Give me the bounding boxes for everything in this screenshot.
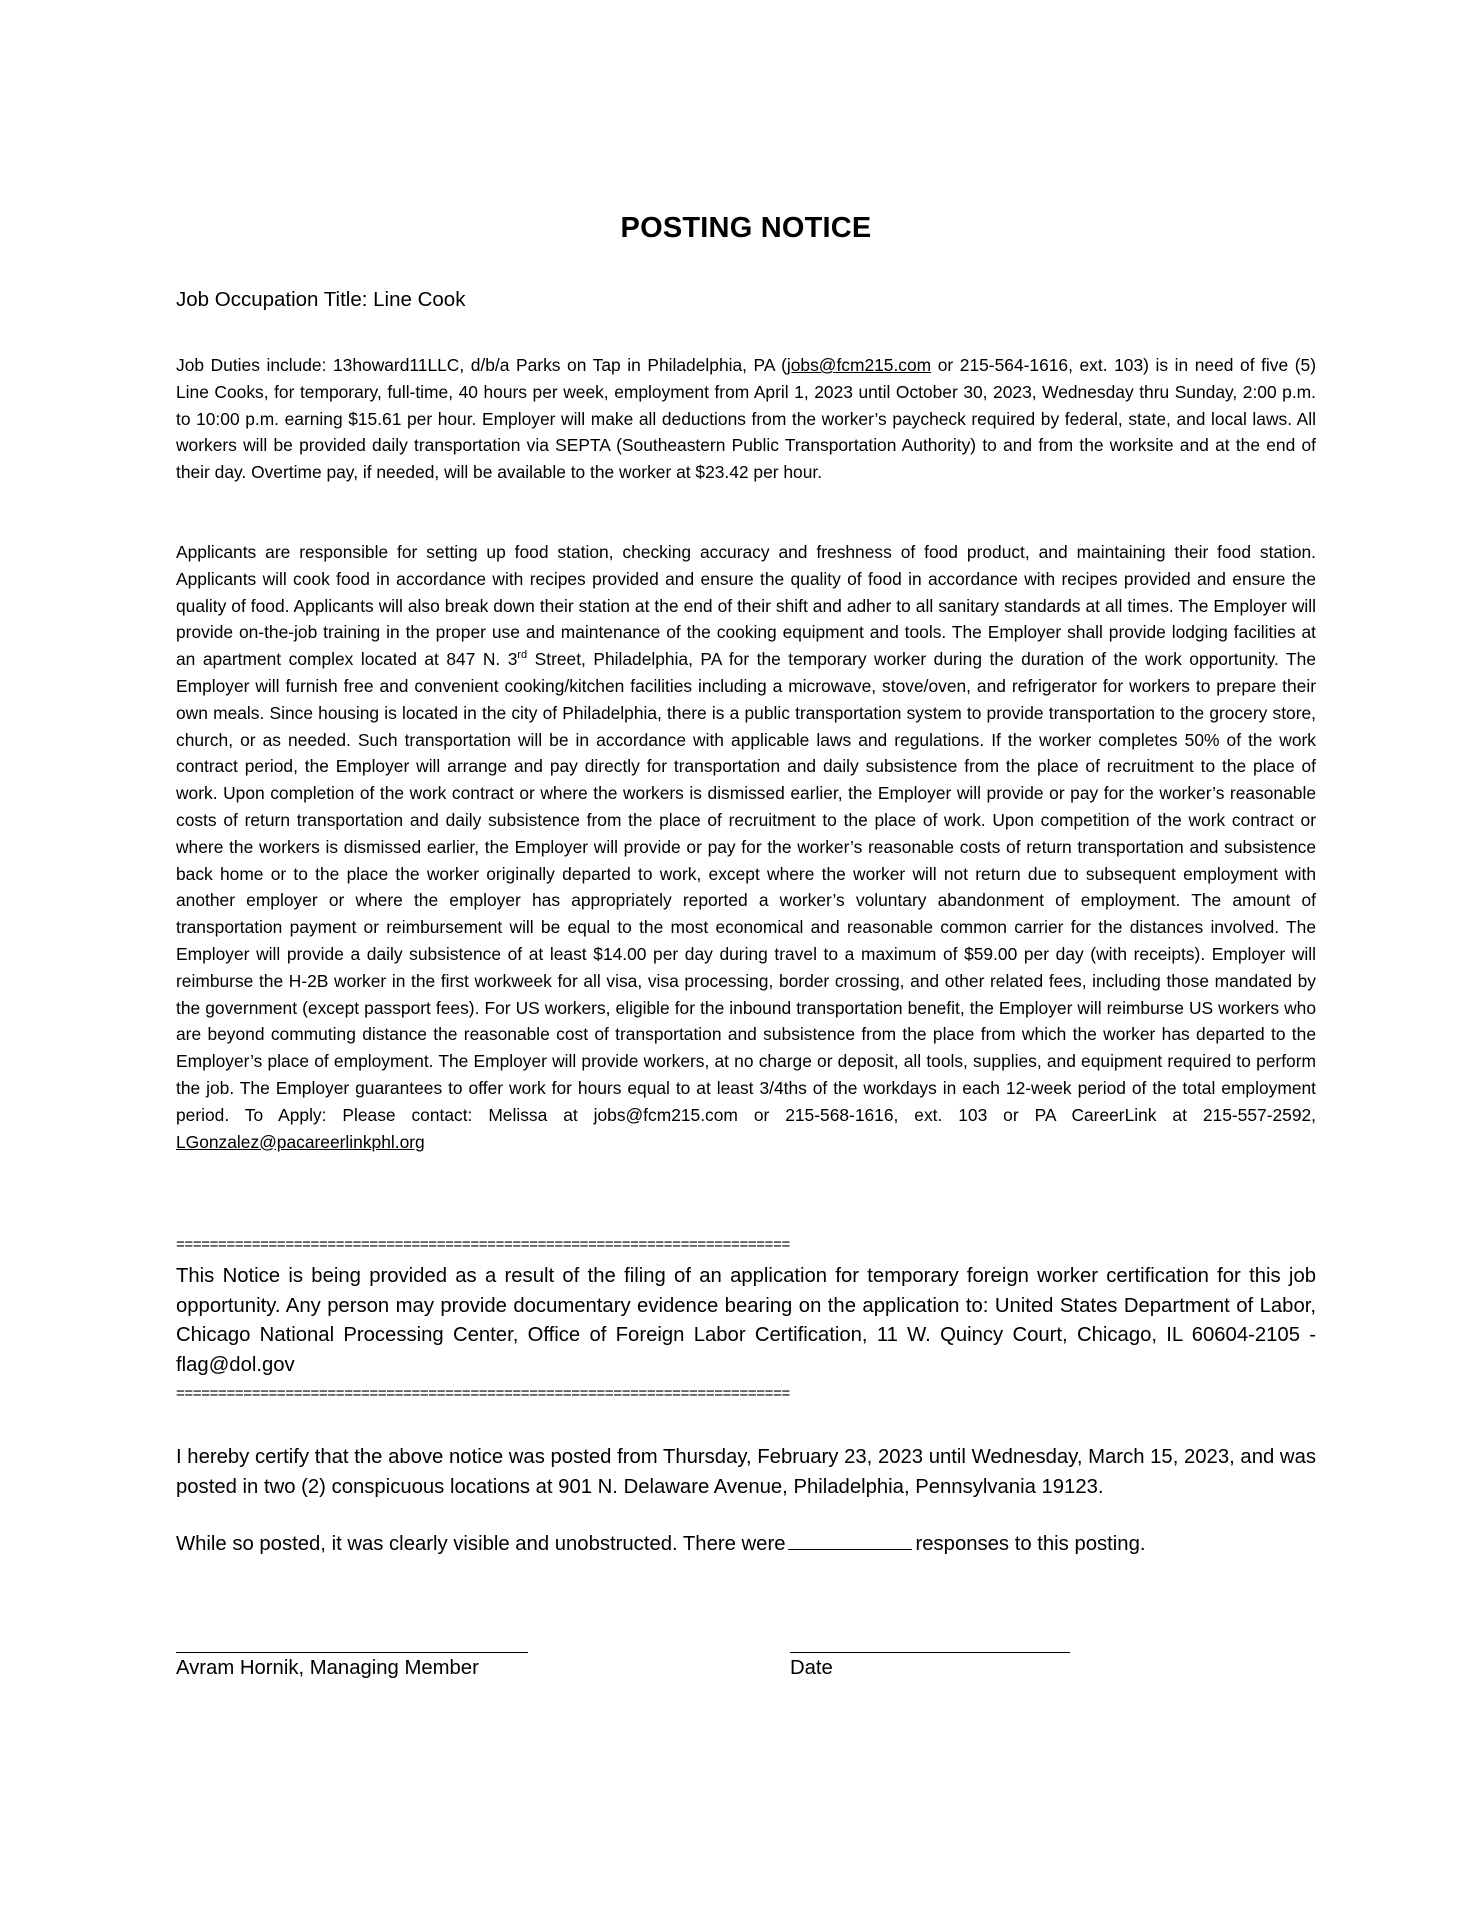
- posting-certification-paragraph: I hereby certify that the above notice was posted from Thursday, February 23, 2023 until Wednesday, March 15, 2023, and was posted in two (2) conspicuous locations at 901 N. Delaware Avenue, Philadelphia, Pennsylvania 19123.: [176, 1446, 1316, 1498]
- duties-text-start: Job Duties include: 13howard11LLC, d/b/a Parks on Tap in Philadelphia, PA (: [176, 355, 787, 375]
- responses-text-before: While so posted, it was clearly visible and unobstructed. There were: [176, 1533, 786, 1555]
- responses-count-blank[interactable]: [788, 1531, 912, 1550]
- separator-line: =========================================================================: [176, 1385, 790, 1402]
- signatory-name: Avram Hornik, Managing Member: [176, 1657, 479, 1679]
- signature-line[interactable]: [176, 1652, 528, 1653]
- responses-statement: [176, 1531, 1146, 1556]
- separator-line: =========================================================================: [176, 1236, 790, 1253]
- careerlink-email-link[interactable]: LGonzalez@pacareerlinkphl.org: [176, 1131, 425, 1152]
- page-title: POSTING NOTICE: [620, 212, 872, 244]
- job-duties-paragraph: [176, 352, 1316, 486]
- applicants-text-start: Applicants are responsible for setting up food station, checking accuracy and freshness of food product, and maintaining their food station. Applicants will cook food in accordance with recipes provided and ensure the quality of food in accordance with recipes provided and ensure the quality of food. Applicants will also break down their station at the end of their shift and adher to all sanitary standards at all times. The Employer will provide on-the-job training in the proper use and maintenance of the cooking equipment and tools. The Employer shall provide lodging facilities at an apartment complex located at 847 N. 3: [176, 542, 1316, 670]
- applicants-text-end: Street, Philadelphia, PA for the temporary worker during the duration of the work opportunity. The Employer will furnish free and convenient cooking/kitchen facilities including a microwave, stove/oven, and refrigerator for workers to prepare their own meals. Since housing is located in the city of Philadelphia, there is a public transportation system to provide transportation to the grocery store, church, or as needed. Such transportation will be in accordance with applicable laws and regulations. If the worker completes 50% of the work contract period, the Employer will arrange and pay directly for transportation and daily subsistence from the place of recruitment to the place of work. Upon completion of the work contract or where the workers is dismissed earlier, the Employer will provide or pay for the worker’s reasonable costs of return transportation and daily subsistence from the place of recruitment to the place of work. Upon competition of the work contract or where the workers is dismissed earlier, the Employer will provide or pay for the worker’s reasonable costs of return transportation and subsistence back home or to the place the worker originally departed to work, except where the worker will not return due to subsequent employment with another employer or where the employer has appropriately reported a worker’s voluntary abandonment of employment. The amount of transportation payment or reimbursement will be equal to the most economical and reasonable common carrier for the distances involved. The Employer will provide a daily subsistence of at least $14.00 per day during travel to a maximum of $59.00 per day (with receipts). Employer will reimburse the H-2B worker in the first workweek for all visa, visa processing, border crossing, and other related fees, including those mandated by the government (except passport fees). For US workers, eligible for the inbound transportation benefit, the Employer will reimburse US workers who are beyond commuting distance the reasonable cost of transportation and subsistence from the place from which the worker has departed to the Employer’s place of employment. The Employer will provide workers, at no charge or deposit, all tools, supplies, and equipment required to perform the job. The Employer guarantees to offer work for hours equal to at least 3/4ths of the workdays in each 12-week period of the total employment period. To Apply: Please contact: Melissa at jobs@fcm215.com or 215-568-1616, ext. 103 or PA CareerLink at 215-557-2592,: [176, 649, 1316, 1125]
- responses-text-after: responses to this posting.: [915, 1533, 1146, 1555]
- date-line[interactable]: [790, 1652, 1070, 1653]
- duties-text-end: or 215-564-1616, ext. 103) is in need of five (5) Line Cooks, for temporary, full-time, 40 hours per week, employment from April 1, 2023 until October 30, 2023, Wednesday thru Sunday, 2:00 p.m. to 10:00 p.m. earning $15.61 per hour. Employer will make all deductions from the worker’s paycheck required by federal, state, and local laws. All workers will be provided daily transportation via SEPTA (Southeastern Public Transportation Authority) to and from the worksite and at the end of their day. Overtime pay, if needed, will be available to the worker at $23.42 per hour.: [176, 355, 1317, 483]
- job-occupation-title: Job Occupation Title: Line Cook: [176, 288, 466, 311]
- certification-notice-paragraph: This Notice is being provided as a result of the filing of an application for temporary foreign worker certification for this job opportunity. Any person may provide documentary evidence bearing on the application to: United States Department of Labor, Chicago National Processing Center, Office of Foreign Labor Certification, 11 W. Quincy Court, Chicago, IL 60604-2105 - flag@dol.gov: [176, 1265, 1316, 1376]
- ordinal-suffix: rd: [517, 649, 528, 662]
- jobs-email-link[interactable]: jobs@fcm215.com: [786, 355, 932, 375]
- date-label: Date: [790, 1657, 833, 1679]
- applicant-responsibilities-paragraph: [176, 539, 1316, 1155]
